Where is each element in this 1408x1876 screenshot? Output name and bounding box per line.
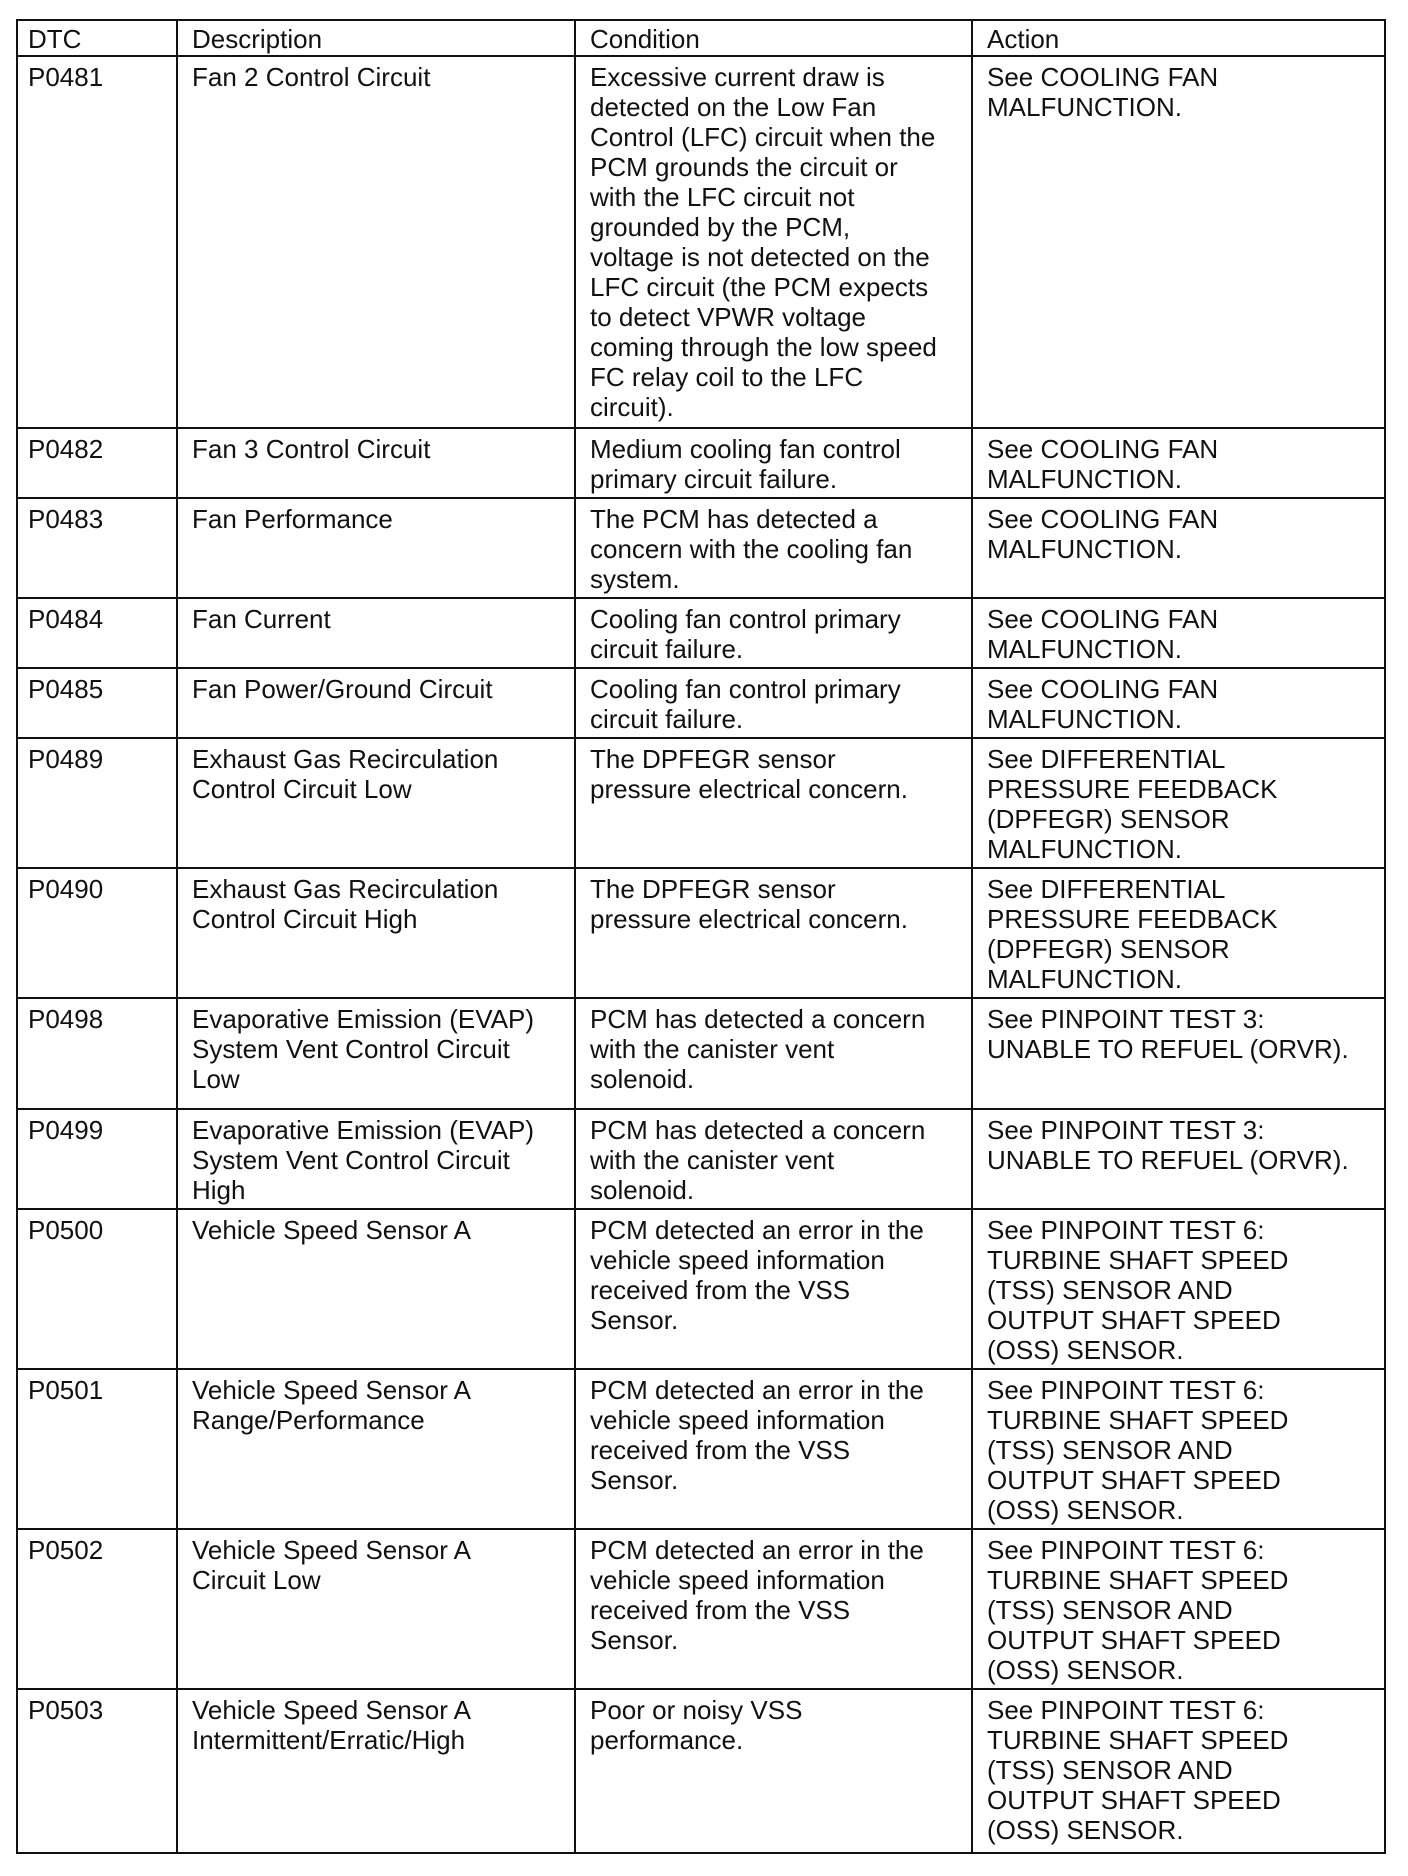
dtc-cell: P0503 <box>17 1689 177 1853</box>
condition-cell: Medium cooling fan control primary circuit failure. <box>575 428 972 498</box>
dtc-cell: P0483 <box>17 498 177 598</box>
table-row <box>17 1529 1385 1689</box>
condition-cell: Excessive current draw is detected on the Low Fan Control (LFC) circuit when the PCM grounds the circuit or with the LFC circuit not grounded by the PCM, voltage is not detected on the LFC circuit (the PCM expects to detect VPWR voltage coming through the low speed FC relay coil to the LFC circuit). <box>575 56 972 428</box>
dtc-cell: P0481 <box>17 56 177 428</box>
dtc-cell: P0502 <box>17 1529 177 1689</box>
table-header <box>17 20 1385 56</box>
dtc-cell: P0498 <box>17 998 177 1109</box>
condition-cell: The DPFEGR sensor pressure electrical concern. <box>575 738 972 868</box>
action-cell: See PINPOINT TEST 3: UNABLE TO REFUEL (ORVR). <box>972 1109 1385 1209</box>
description-cell: Vehicle Speed Sensor A <box>177 1209 575 1369</box>
table-row <box>17 868 1385 998</box>
dtc-table <box>16 19 1386 1854</box>
table-body <box>17 56 1385 1853</box>
dtc-cell: P0484 <box>17 598 177 668</box>
table-row <box>17 598 1385 668</box>
condition-cell: PCM detected an error in the vehicle speed information received from the VSS Sensor. <box>575 1209 972 1369</box>
description-cell: Exhaust Gas Recirculation Control Circuit High <box>177 868 575 998</box>
description-cell: Vehicle Speed Sensor A Range/Performance <box>177 1369 575 1529</box>
description-cell: Fan 3 Control Circuit <box>177 428 575 498</box>
condition-cell: Cooling fan control primary circuit failure. <box>575 598 972 668</box>
action-cell: See COOLING FAN MALFUNCTION. <box>972 668 1385 738</box>
table-row <box>17 1109 1385 1209</box>
dtc-cell: P0489 <box>17 738 177 868</box>
action-cell: See PINPOINT TEST 3: UNABLE TO REFUEL (ORVR). <box>972 998 1385 1109</box>
table-row <box>17 1369 1385 1529</box>
header-condition: Condition <box>575 20 972 56</box>
table-row <box>17 428 1385 498</box>
dtc-cell: P0499 <box>17 1109 177 1209</box>
table-row <box>17 738 1385 868</box>
dtc-cell: P0500 <box>17 1209 177 1369</box>
table-row <box>17 668 1385 738</box>
action-cell: See COOLING FAN MALFUNCTION. <box>972 56 1385 428</box>
condition-cell: PCM has detected a concern with the canister vent solenoid. <box>575 1109 972 1209</box>
condition-cell: The PCM has detected a concern with the cooling fan system. <box>575 498 972 598</box>
dtc-cell: P0485 <box>17 668 177 738</box>
description-cell: Fan 2 Control Circuit <box>177 56 575 428</box>
action-cell: See PINPOINT TEST 6: TURBINE SHAFT SPEED (TSS) SENSOR AND OUTPUT SHAFT SPEED (OSS) SENSOR. <box>972 1689 1385 1853</box>
dtc-cell: P0501 <box>17 1369 177 1529</box>
table-row <box>17 498 1385 598</box>
description-cell: Fan Current <box>177 598 575 668</box>
header-action: Action <box>972 20 1385 56</box>
condition-cell: The DPFEGR sensor pressure electrical concern. <box>575 868 972 998</box>
description-cell: Exhaust Gas Recirculation Control Circuit Low <box>177 738 575 868</box>
header-dtc: DTC <box>17 20 177 56</box>
condition-cell: PCM detected an error in the vehicle speed information received from the VSS Sensor. <box>575 1369 972 1529</box>
action-cell: See COOLING FAN MALFUNCTION. <box>972 428 1385 498</box>
condition-cell: PCM detected an error in the vehicle speed information received from the VSS Sensor. <box>575 1529 972 1689</box>
description-cell: Evaporative Emission (EVAP) System Vent Control Circuit High <box>177 1109 575 1209</box>
description-cell: Vehicle Speed Sensor A Circuit Low <box>177 1529 575 1689</box>
header-row <box>17 20 1385 56</box>
action-cell: See PINPOINT TEST 6: TURBINE SHAFT SPEED (TSS) SENSOR AND OUTPUT SHAFT SPEED (OSS) SENSOR. <box>972 1209 1385 1369</box>
table-row <box>17 1689 1385 1853</box>
condition-cell: Poor or noisy VSS performance. <box>575 1689 972 1853</box>
condition-cell: PCM has detected a concern with the canister vent solenoid. <box>575 998 972 1109</box>
description-cell: Fan Power/Ground Circuit <box>177 668 575 738</box>
action-cell: See PINPOINT TEST 6: TURBINE SHAFT SPEED (TSS) SENSOR AND OUTPUT SHAFT SPEED (OSS) SENSOR. <box>972 1369 1385 1529</box>
table-row <box>17 1209 1385 1369</box>
dtc-cell: P0482 <box>17 428 177 498</box>
table-row <box>17 56 1385 428</box>
header-description: Description <box>177 20 575 56</box>
action-cell: See DIFFERENTIAL PRESSURE FEEDBACK (DPFEGR) SENSOR MALFUNCTION. <box>972 868 1385 998</box>
description-cell: Vehicle Speed Sensor A Intermittent/Erratic/High <box>177 1689 575 1853</box>
description-cell: Evaporative Emission (EVAP) System Vent Control Circuit Low <box>177 998 575 1109</box>
dtc-cell: P0490 <box>17 868 177 998</box>
action-cell: See DIFFERENTIAL PRESSURE FEEDBACK (DPFEGR) SENSOR MALFUNCTION. <box>972 738 1385 868</box>
action-cell: See COOLING FAN MALFUNCTION. <box>972 598 1385 668</box>
action-cell: See PINPOINT TEST 6: TURBINE SHAFT SPEED (TSS) SENSOR AND OUTPUT SHAFT SPEED (OSS) SENSOR. <box>972 1529 1385 1689</box>
action-cell: See COOLING FAN MALFUNCTION. <box>972 498 1385 598</box>
table-row <box>17 998 1385 1109</box>
condition-cell: Cooling fan control primary circuit failure. <box>575 668 972 738</box>
description-cell: Fan Performance <box>177 498 575 598</box>
